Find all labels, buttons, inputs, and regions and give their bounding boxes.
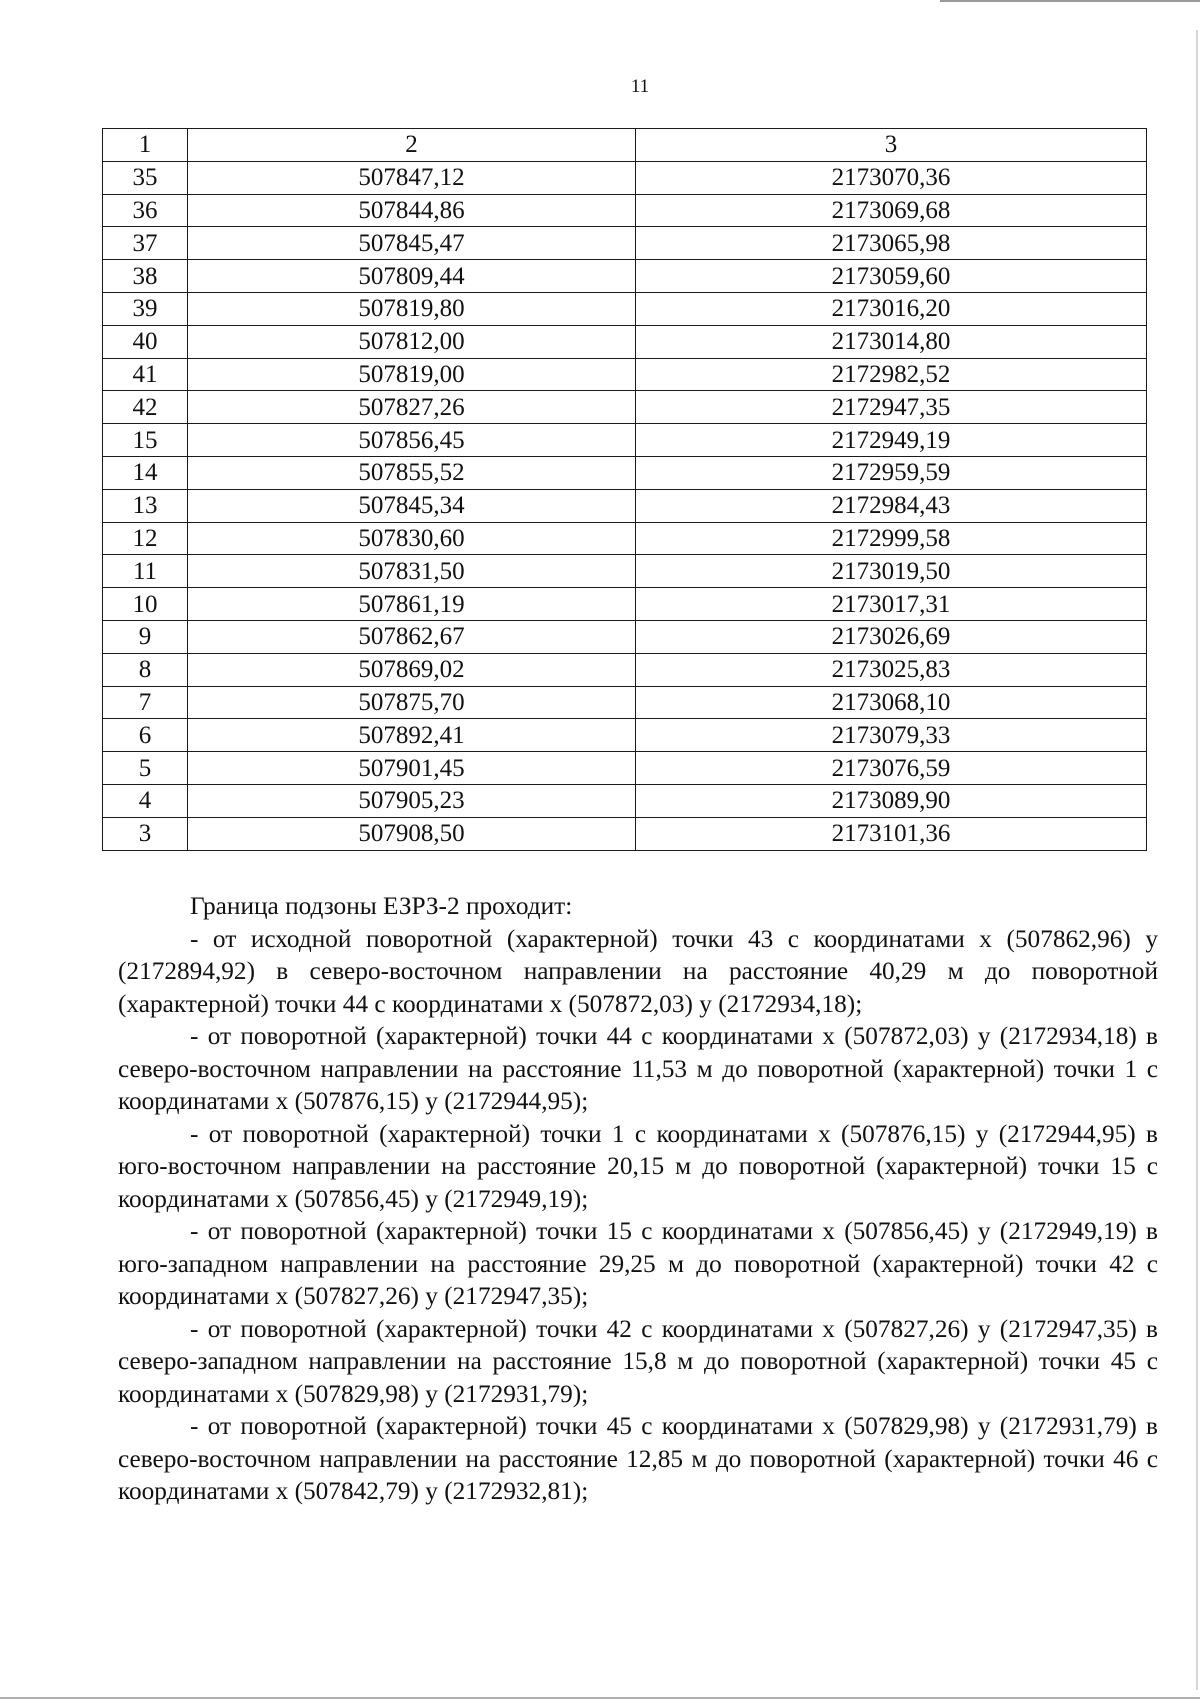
table-row	[103, 424, 1147, 457]
table-header-row	[103, 129, 1147, 162]
table-row	[103, 555, 1147, 588]
page-number: 11	[630, 76, 650, 97]
y-coordinate-cell: 2173017,31	[636, 588, 1147, 621]
point-number-cell: 15	[103, 424, 188, 457]
boundary-segment-paragraph: - от поворотной (характерной) точки 1 с координатами х (507876,15) у (2172944,95) в юго-восточном направлении на расстояние 20,15 м до поворотной (характерной) точки 15 с координатами х (507856,45) у (2172949,19);	[118, 1119, 1158, 1213]
boundary-segment-paragraph: - от поворотной (характерной) точки 44 с координатами х (507872,03) у (2172934,18) в северо-восточном направлении на расстояние 11,53 м до поворотной (характерной) точки 1 с координатами х (507876,15) у (2172944,95);	[118, 1022, 1158, 1115]
point-number-cell: 4	[103, 784, 188, 817]
boundary-segment-paragraph: - от поворотной (характерной) точки 45 с координатами х (507829,98) у (2172931,79) в северо-восточном направлении на расстояние 12,85 м до поворотной (характерной) точки 46 с координатами х (507842,79) у (2172932,81);	[118, 1412, 1158, 1505]
x-coordinate-cell: 507869,02	[188, 653, 636, 686]
scan-edge-right	[1196, 30, 1198, 1690]
table-row	[103, 292, 1147, 325]
point-number-cell: 42	[103, 391, 188, 424]
table-row	[103, 620, 1147, 653]
point-number-cell: 39	[103, 292, 188, 325]
y-coordinate-cell: 2173065,98	[636, 227, 1147, 260]
boundary-segment-paragraph: - от поворотной (характерной) точки 15 с координатами х (507856,45) у (2172949,19) в юго-западном направлении на расстояние 29,25 м до поворотной (характерной) точки 42 с координатами х (507827,26) у (2172947,35);	[118, 1217, 1158, 1310]
y-coordinate-cell: 2172959,59	[636, 456, 1147, 489]
y-coordinate-cell: 2173070,36	[636, 161, 1147, 194]
table-row	[103, 719, 1147, 752]
x-coordinate-cell: 507905,23	[188, 784, 636, 817]
x-coordinate-cell: 507875,70	[188, 686, 636, 719]
table-row	[103, 260, 1147, 293]
boundary-segment-paragraph: - от поворотной (характерной) точки 42 с координатами х (507827,26) у (2172947,35) в северо-западном направлении на расстояние 15,8 м до поворотной (характерной) точки 45 с координатами х (507829,98) у (2172931,79);	[118, 1314, 1158, 1408]
x-coordinate-cell: 507819,00	[188, 358, 636, 391]
y-coordinate-cell: 2172947,35	[636, 391, 1147, 424]
table-row	[103, 489, 1147, 522]
point-number-cell: 8	[103, 653, 188, 686]
y-coordinate-cell: 2173016,20	[636, 292, 1147, 325]
table-row	[103, 817, 1147, 850]
y-coordinate-cell: 2173025,83	[636, 653, 1147, 686]
x-coordinate-cell: 507845,47	[188, 227, 636, 260]
boundary-intro: Граница подзоны ЕЗРЗ-2 проходит:	[190, 892, 573, 920]
point-number-cell: 5	[103, 752, 188, 785]
x-coordinate-cell: 507861,19	[188, 588, 636, 621]
y-coordinate-cell: 2173014,80	[636, 325, 1147, 358]
x-coordinate-cell: 507812,00	[188, 325, 636, 358]
point-number-cell: 6	[103, 719, 188, 752]
x-coordinate-cell: 507901,45	[188, 752, 636, 785]
point-number-cell: 36	[103, 194, 188, 227]
table-row	[103, 194, 1147, 227]
y-coordinate-cell: 2173069,68	[636, 194, 1147, 227]
point-number-cell: 38	[103, 260, 188, 293]
table-row	[103, 227, 1147, 260]
point-number-cell: 40	[103, 325, 188, 358]
x-coordinate-cell: 507855,52	[188, 456, 636, 489]
table-row	[103, 686, 1147, 719]
y-coordinate-cell: 2173079,33	[636, 719, 1147, 752]
x-coordinate-cell: 507847,12	[188, 161, 636, 194]
y-coordinate-cell: 2172984,43	[636, 489, 1147, 522]
y-coordinate-cell: 2173068,10	[636, 686, 1147, 719]
x-coordinate-cell: 507809,44	[188, 260, 636, 293]
table-row	[103, 358, 1147, 391]
y-coordinate-cell: 2173019,50	[636, 555, 1147, 588]
header-cell-x: 2	[188, 129, 636, 162]
boundary-segment-paragraph: - от исходной поворотной (характерной) точки 43 с координатами х (507862,96) у (2172894,92) в северо-восточном направлении на расстояние 40,29 м до поворотной (характерной) точки 44 с координатами х (507872,03) у (2172934,18);	[118, 924, 1158, 1018]
y-coordinate-cell: 2172949,19	[636, 424, 1147, 457]
point-number-cell: 3	[103, 817, 188, 850]
point-number-cell: 12	[103, 522, 188, 555]
point-number-cell: 37	[103, 227, 188, 260]
point-number-cell: 41	[103, 358, 188, 391]
point-number-cell: 14	[103, 456, 188, 489]
table-row	[103, 325, 1147, 358]
x-coordinate-cell: 507908,50	[188, 817, 636, 850]
boundary-segments	[118, 923, 1158, 1508]
point-number-cell: 7	[103, 686, 188, 719]
table-row	[103, 391, 1147, 424]
x-coordinate-cell: 507862,67	[188, 620, 636, 653]
y-coordinate-cell: 2173101,36	[636, 817, 1147, 850]
point-number-cell: 11	[103, 555, 188, 588]
scan-edge-top	[940, 0, 1200, 2]
y-coordinate-cell: 2173026,69	[636, 620, 1147, 653]
table-row	[103, 784, 1147, 817]
x-coordinate-cell: 507830,60	[188, 522, 636, 555]
x-coordinate-cell: 507892,41	[188, 719, 636, 752]
header-cell-y: 3	[636, 129, 1147, 162]
boundary-description	[118, 890, 1158, 1508]
table-row	[103, 522, 1147, 555]
y-coordinate-cell: 2173089,90	[636, 784, 1147, 817]
table-row	[103, 653, 1147, 686]
table-row	[103, 456, 1147, 489]
y-coordinate-cell: 2173076,59	[636, 752, 1147, 785]
y-coordinate-cell: 2172982,52	[636, 358, 1147, 391]
table-row	[103, 752, 1147, 785]
x-coordinate-cell: 507844,86	[188, 194, 636, 227]
y-coordinate-cell: 2173059,60	[636, 260, 1147, 293]
point-number-cell: 10	[103, 588, 188, 621]
point-number-cell: 13	[103, 489, 188, 522]
table-row	[103, 161, 1147, 194]
point-number-cell: 9	[103, 620, 188, 653]
x-coordinate-cell: 507856,45	[188, 424, 636, 457]
x-coordinate-cell: 507819,80	[188, 292, 636, 325]
coordinates-table-body	[103, 129, 1147, 851]
point-number-cell: 35	[103, 161, 188, 194]
y-coordinate-cell: 2172999,58	[636, 522, 1147, 555]
coordinates-table	[102, 128, 1147, 851]
x-coordinate-cell: 507845,34	[188, 489, 636, 522]
x-coordinate-cell: 507831,50	[188, 555, 636, 588]
header-cell-point: 1	[103, 129, 188, 162]
scan-edge-bottom	[0, 1697, 1200, 1699]
x-coordinate-cell: 507827,26	[188, 391, 636, 424]
table-row	[103, 588, 1147, 621]
